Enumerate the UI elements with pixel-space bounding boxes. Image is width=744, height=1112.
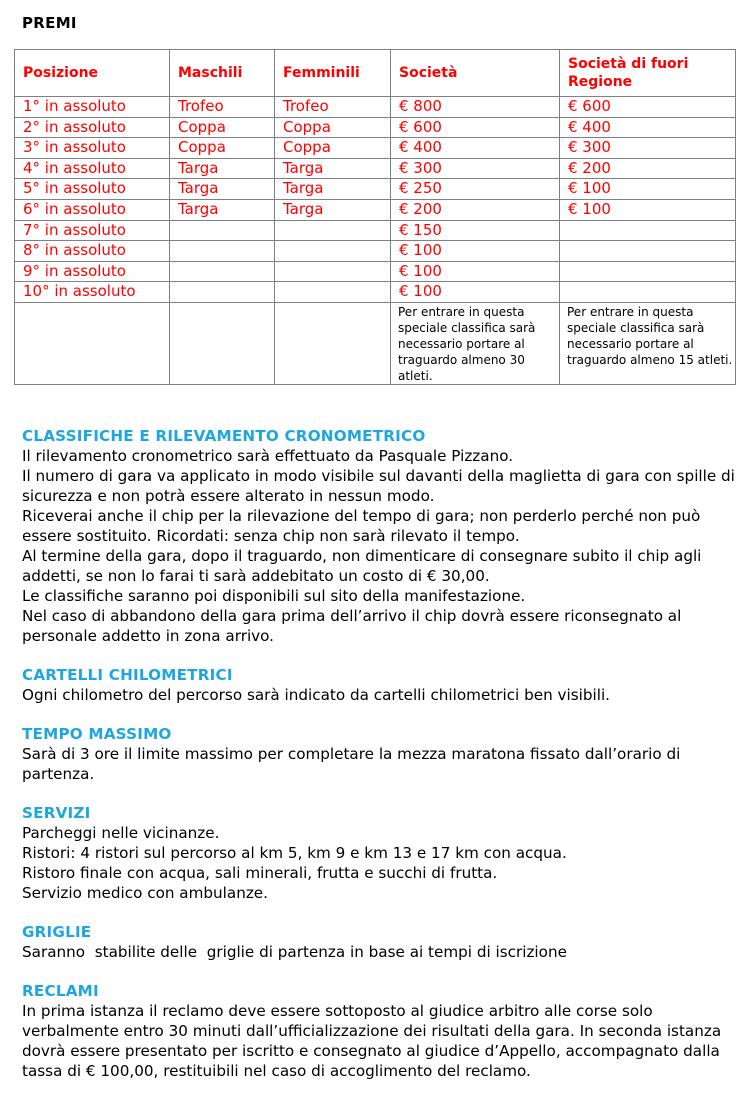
table-row [15, 97, 736, 118]
section-cartelli [22, 665, 738, 705]
cell-maschili: Targa [170, 199, 275, 220]
cell-societa: € 200 [391, 199, 560, 220]
header-posizione: Posizione [15, 50, 170, 97]
header-femminili: Femminili [275, 50, 391, 97]
cell-maschili [170, 220, 275, 241]
table-notes-row [15, 302, 736, 384]
cell-femminili: Coppa [275, 117, 391, 138]
cell-maschili [170, 282, 275, 303]
cell-societa-fuori-regione: € 600 [560, 97, 736, 118]
cell-societa-fuori-regione: € 100 [560, 179, 736, 200]
cell-posizione: 3° in assoluto [15, 138, 170, 159]
header-societa: Società [391, 50, 560, 97]
cell-posizione: 2° in assoluto [15, 117, 170, 138]
cell-societa: € 100 [391, 261, 560, 282]
cell-posizione: 9° in assoluto [15, 261, 170, 282]
cell-maschili: Coppa [170, 117, 275, 138]
section-reclami [22, 981, 738, 1081]
cell-societa-fuori-regione [560, 261, 736, 282]
table-row [15, 179, 736, 200]
cell-femminili [275, 241, 391, 262]
note-cell [170, 302, 275, 384]
note-societa: Per entrare in questa speciale classifica sarà necessario portare al traguardo almeno 30 atleti. [391, 302, 560, 384]
cell-societa: € 400 [391, 138, 560, 159]
cell-posizione: 8° in assoluto [15, 241, 170, 262]
page-title: PREMI [22, 14, 77, 32]
note-cell [275, 302, 391, 384]
cell-femminili: Targa [275, 179, 391, 200]
paragraph-line: Saranno stabilite delle griglie di partenza in base ai tempi di iscrizione [22, 943, 567, 961]
cell-maschili: Coppa [170, 138, 275, 159]
note-societa-fuori-regione: Per entrare in questa speciale classifica sarà necessario portare al traguardo almeno 15 atleti. [560, 302, 736, 384]
cell-societa-fuori-regione: € 200 [560, 158, 736, 179]
section-heading: TEMPO MASSIMO [22, 725, 172, 743]
cell-societa: € 250 [391, 179, 560, 200]
cell-maschili: Targa [170, 158, 275, 179]
paragraph-line: Ogni chilometro del percorso sarà indicato da cartelli chilometrici ben visibili. [22, 686, 611, 704]
table-row [15, 199, 736, 220]
cell-societa-fuori-regione [560, 282, 736, 303]
regulations-text [22, 426, 738, 1100]
cell-posizione: 6° in assoluto [15, 199, 170, 220]
cell-societa: € 100 [391, 282, 560, 303]
section-griglie [22, 922, 738, 962]
paragraph-line: Ristoro finale con acqua, sali minerali, frutta e succhi di frutta. [22, 864, 498, 882]
table-row [15, 261, 736, 282]
note-cell [15, 302, 170, 384]
paragraph-line: Il numero di gara va applicato in modo visibile sul davanti della maglietta di gara con spille di sicurezza e non potrà essere alterato in nessun modo. [22, 467, 740, 505]
paragraph-line: Al termine della gara, dopo il traguardo, non dimenticare di consegnare subito il chip agli addetti, se non lo farai ti sarà addebitato un costo di € 30,00. [22, 547, 707, 585]
cell-societa-fuori-regione: € 100 [560, 199, 736, 220]
cell-maschili: Trofeo [170, 97, 275, 118]
cell-societa-fuori-regione: € 300 [560, 138, 736, 159]
paragraph-line: Ristori: 4 ristori sul percorso al km 5, km 9 e km 13 e 17 km con acqua. [22, 844, 567, 862]
cell-societa: € 100 [391, 241, 560, 262]
paragraph-line: Le classifiche saranno poi disponibili sul sito della manifestazione. [22, 587, 526, 605]
section-classifiche [22, 426, 738, 646]
cell-femminili: Targa [275, 199, 391, 220]
section-tempo-massimo [22, 724, 738, 784]
cell-femminili: Targa [275, 158, 391, 179]
cell-posizione: 10° in assoluto [15, 282, 170, 303]
cell-societa: € 300 [391, 158, 560, 179]
cell-societa: € 800 [391, 97, 560, 118]
section-heading: CARTELLI CHILOMETRICI [22, 666, 233, 684]
cell-societa-fuori-regione: € 400 [560, 117, 736, 138]
cell-maschili [170, 241, 275, 262]
paragraph-line: Sarà di 3 ore il limite massimo per completare la mezza maratona fissato dall’orario di partenza. [22, 745, 686, 783]
cell-societa: € 150 [391, 220, 560, 241]
paragraph-line: Nel caso di abbandono della gara prima dell’arrivo il chip dovrà essere riconsegnato al personale addetto in zona arrivo. [22, 607, 687, 645]
table-row [15, 158, 736, 179]
section-heading: CLASSIFICHE E RILEVAMENTO CRONOMETRICO [22, 427, 426, 445]
header-societa-fuori-regione: Società di fuori Regione [560, 50, 736, 97]
cell-posizione: 5° in assoluto [15, 179, 170, 200]
paragraph-line: Servizio medico con ambulanze. [22, 884, 268, 902]
cell-femminili [275, 261, 391, 282]
section-heading: GRIGLIE [22, 923, 92, 941]
paragraph-line: Parcheggi nelle vicinanze. [22, 824, 220, 842]
prizes-table [14, 49, 736, 385]
cell-maschili: Targa [170, 179, 275, 200]
cell-posizione: 4° in assoluto [15, 158, 170, 179]
table-row [15, 117, 736, 138]
table-header-row [15, 50, 736, 97]
section-servizi [22, 803, 738, 903]
table-row [15, 220, 736, 241]
cell-maschili [170, 261, 275, 282]
section-heading: SERVIZI [22, 804, 91, 822]
section-heading: RECLAMI [22, 982, 99, 1000]
cell-posizione: 7° in assoluto [15, 220, 170, 241]
cell-societa-fuori-regione [560, 241, 736, 262]
cell-posizione: 1° in assoluto [15, 97, 170, 118]
paragraph-line: In prima istanza il reclamo deve essere sottoposto al giudice arbitro alle corse solo verbalmente entro 30 minuti dall’ufficializzazione dei risultati della gara. In seconda istanza dovrà essere presentato per iscritto e consegnato al giudice d’Appello, accompagnato dalla tassa di € 100,00, restituibili nel caso di accoglimento del reclamo. [22, 1002, 726, 1080]
header-maschili: Maschili [170, 50, 275, 97]
cell-femminili: Trofeo [275, 97, 391, 118]
table-row [15, 282, 736, 303]
cell-femminili: Coppa [275, 138, 391, 159]
paragraph-line: Riceverai anche il chip per la rilevazione del tempo di gara; non perderlo perché non può essere sostituito. Ricordati: senza chip non sarà rilevato il tempo. [22, 507, 706, 545]
table-row [15, 241, 736, 262]
cell-femminili [275, 282, 391, 303]
cell-societa: € 600 [391, 117, 560, 138]
paragraph-line: Il rilevamento cronometrico sarà effettuato da Pasquale Pizzano. [22, 447, 514, 465]
cell-societa-fuori-regione [560, 220, 736, 241]
cell-femminili [275, 220, 391, 241]
table-row [15, 138, 736, 159]
